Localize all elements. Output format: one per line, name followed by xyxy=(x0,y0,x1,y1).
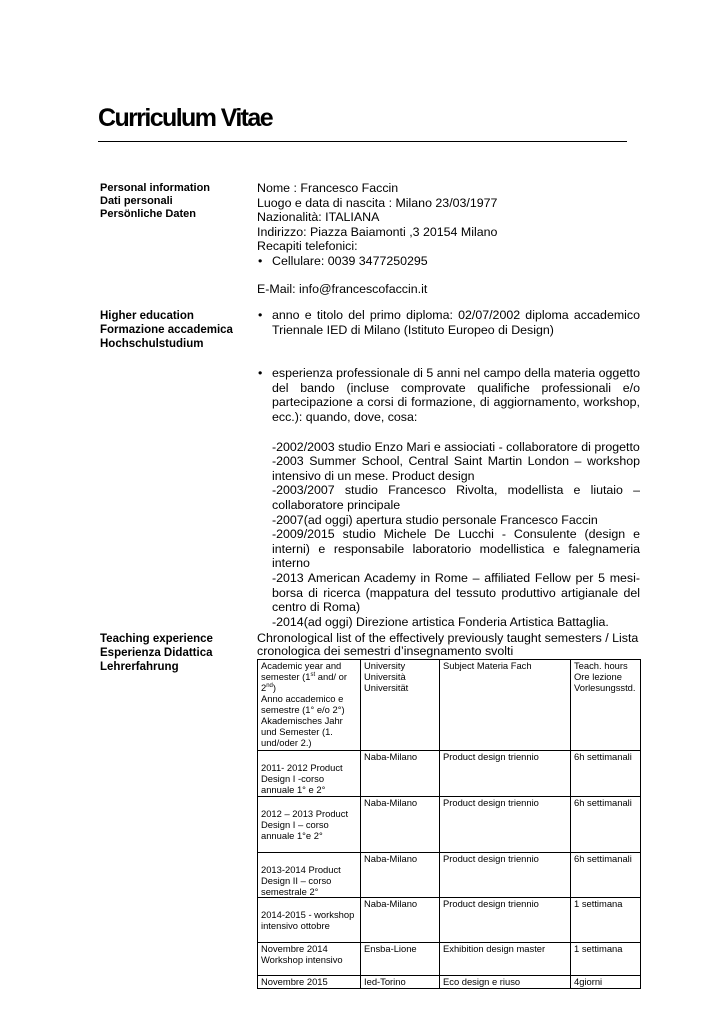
university-cell: Ied-Torino xyxy=(361,976,440,989)
teaching-heading-de: Lehrerfahrung xyxy=(100,661,179,673)
table-row xyxy=(258,853,641,898)
header-year-text: Academic year and semester (1 xyxy=(261,660,342,682)
personal-nationality: Nazionalità: ITALIANA xyxy=(257,210,380,225)
university-cell: Naba-Milano xyxy=(361,751,440,797)
table-row xyxy=(258,797,641,853)
header-year-sup: nd xyxy=(266,682,273,689)
hours-cell: 6h settimanali xyxy=(571,797,641,853)
education-heading xyxy=(100,309,233,351)
teaching-heading-it: Esperienza Didattica xyxy=(100,647,213,659)
title-rule xyxy=(98,141,627,142)
personal-phones-label: Recapiti telefonici: xyxy=(257,239,358,254)
header-university-cell: University Università Universität xyxy=(361,660,440,751)
teaching-intro xyxy=(257,632,640,658)
subject-cell: Product design triennio xyxy=(440,898,571,943)
year-text: 2014-2015 - workshop intensivo ottobre xyxy=(261,909,355,931)
header-year-text: ) xyxy=(272,682,277,693)
table-row xyxy=(258,943,641,976)
experience-item: -2009/2015 studio Michele De Lucchi - Consulente (design e interni) e responsabile laboratorio modellistica e falegnameria interno xyxy=(272,527,640,571)
table-header-row xyxy=(258,660,641,751)
education-heading-de: Hochschulstudium xyxy=(100,338,204,350)
subject-cell: Eco design e riuso xyxy=(440,976,571,989)
personal-heading-de: Persönliche Daten xyxy=(100,208,196,220)
experience-item: -2003/2007 studio Francesco Rivolta, modellista e liutaio – collaboratore principale xyxy=(272,483,640,512)
university-cell: Naba-Milano xyxy=(361,797,440,853)
subject-cell: Product design triennio xyxy=(440,797,571,853)
personal-heading-en: Personal information xyxy=(100,182,211,194)
education-experience-intro: • esperienza professionale di 5 anni nel campo della materia oggetto del bando (incluse comprovate qualifiche professionali e/o partecipazione a corsi di formazione, di aggiornamento, workshop, ecc.): quando, dove, cosa: xyxy=(257,366,640,424)
personal-heading-it: Dati personali xyxy=(100,195,173,207)
personal-birth: Luogo e data di nascita : Milano 23/03/1977 xyxy=(257,195,498,210)
experience-item: -2014(ad oggi) Direzione artistica Fonderia Artistica Battaglia. xyxy=(272,614,609,629)
experience-item: -2007(ad oggi) apertura studio personale Francesco Faccin xyxy=(272,512,598,527)
experience-item: -2003 Summer School, Central Saint Martin London – workshop intensivo di un mese. Product design xyxy=(272,454,640,483)
header-year-text: and/ or 2 xyxy=(261,671,347,693)
header-subject-cell: Subject Materia Fach xyxy=(440,660,571,751)
header-hours-cell: Teach. hours Ore lezione Vorlesungsstd. xyxy=(571,660,641,751)
education-details xyxy=(257,308,640,629)
year-cell: Novembre 2014 Workshop intensivo xyxy=(258,943,361,976)
year-text: 2012 – 2013 Product Design I – corso annuale 1°e 2° xyxy=(261,808,349,841)
teaching-heading xyxy=(100,632,213,674)
subject-cell: Product design triennio xyxy=(440,853,571,898)
personal-mobile: • Cellulare: 0039 3477250295 xyxy=(257,254,640,269)
personal-details xyxy=(257,181,640,296)
university-cell: Naba-Milano xyxy=(361,898,440,943)
year-cell: Novembre 2015 xyxy=(258,976,361,989)
experience-item: -2002/2003 studio Enzo Mari e assiociati - collaboratore di progetto xyxy=(272,439,640,454)
subject-cell: Product design triennio xyxy=(440,751,571,797)
experience-list xyxy=(257,440,640,630)
hours-cell: 1 settimana xyxy=(571,943,641,976)
year-cell xyxy=(258,898,361,943)
teaching-heading-en: Teaching experience xyxy=(100,633,213,645)
hours-cell: 4giorni xyxy=(571,976,641,989)
header-year-cell xyxy=(258,660,361,751)
year-text: 2011- 2012 Product Design I -corso annuale 1° e 2° xyxy=(261,762,343,795)
teaching-intro-line1: Chronological list of the effectively previously taught semesters / Lista xyxy=(257,631,639,645)
year-cell xyxy=(258,751,361,797)
education-heading-it: Formazione accademica xyxy=(100,324,233,336)
university-cell: Naba-Milano xyxy=(361,853,440,898)
experience-item: -2013 American Academy in Rome – affiliated Fellow per 5 mesi-borsa di ricerca (mappatura del tessuto produttivo artigianale del centro di Roma) xyxy=(272,570,640,615)
teaching-intro-line2: cronologica dei semestri d’insegnamento svolti xyxy=(257,644,514,658)
education-heading-en: Higher education xyxy=(100,310,194,322)
document-title: Curriculum Vitae xyxy=(98,104,272,132)
year-cell xyxy=(258,853,361,898)
personal-name: Nome : Francesco Faccin xyxy=(257,181,399,195)
personal-email: E-Mail: info@francescofaccin.it xyxy=(257,281,428,296)
table-row xyxy=(258,751,641,797)
university-cell: Ensba-Lione xyxy=(361,943,440,976)
table-row xyxy=(258,976,641,989)
personal-address: Indirizzo: Piazza Baiamonti ,3 20154 Milano xyxy=(257,224,498,239)
year-cell xyxy=(258,797,361,853)
subject-cell: Exhibition design master xyxy=(440,943,571,976)
hours-cell: 6h settimanali xyxy=(571,751,641,797)
hours-cell: 1 settimana xyxy=(571,898,641,943)
header-year-sup: st xyxy=(310,671,316,678)
year-text: 2013-2014 Product Design II – corso semestrale 2° xyxy=(261,864,341,897)
table-row xyxy=(258,898,641,943)
hours-cell: 6h settimanali xyxy=(571,853,641,898)
personal-heading xyxy=(100,182,210,221)
header-year-translations: Anno accademico e semestre (1° e/o 2°) Akademisches Jahr und Semester (1. und/oder 2.) xyxy=(261,693,345,748)
education-diploma: • anno e titolo del primo diploma: 02/07/2002 diploma accademico Triennale IED di Milano (Istituto Europeo di Design) xyxy=(257,308,640,337)
teaching-table xyxy=(257,659,641,989)
